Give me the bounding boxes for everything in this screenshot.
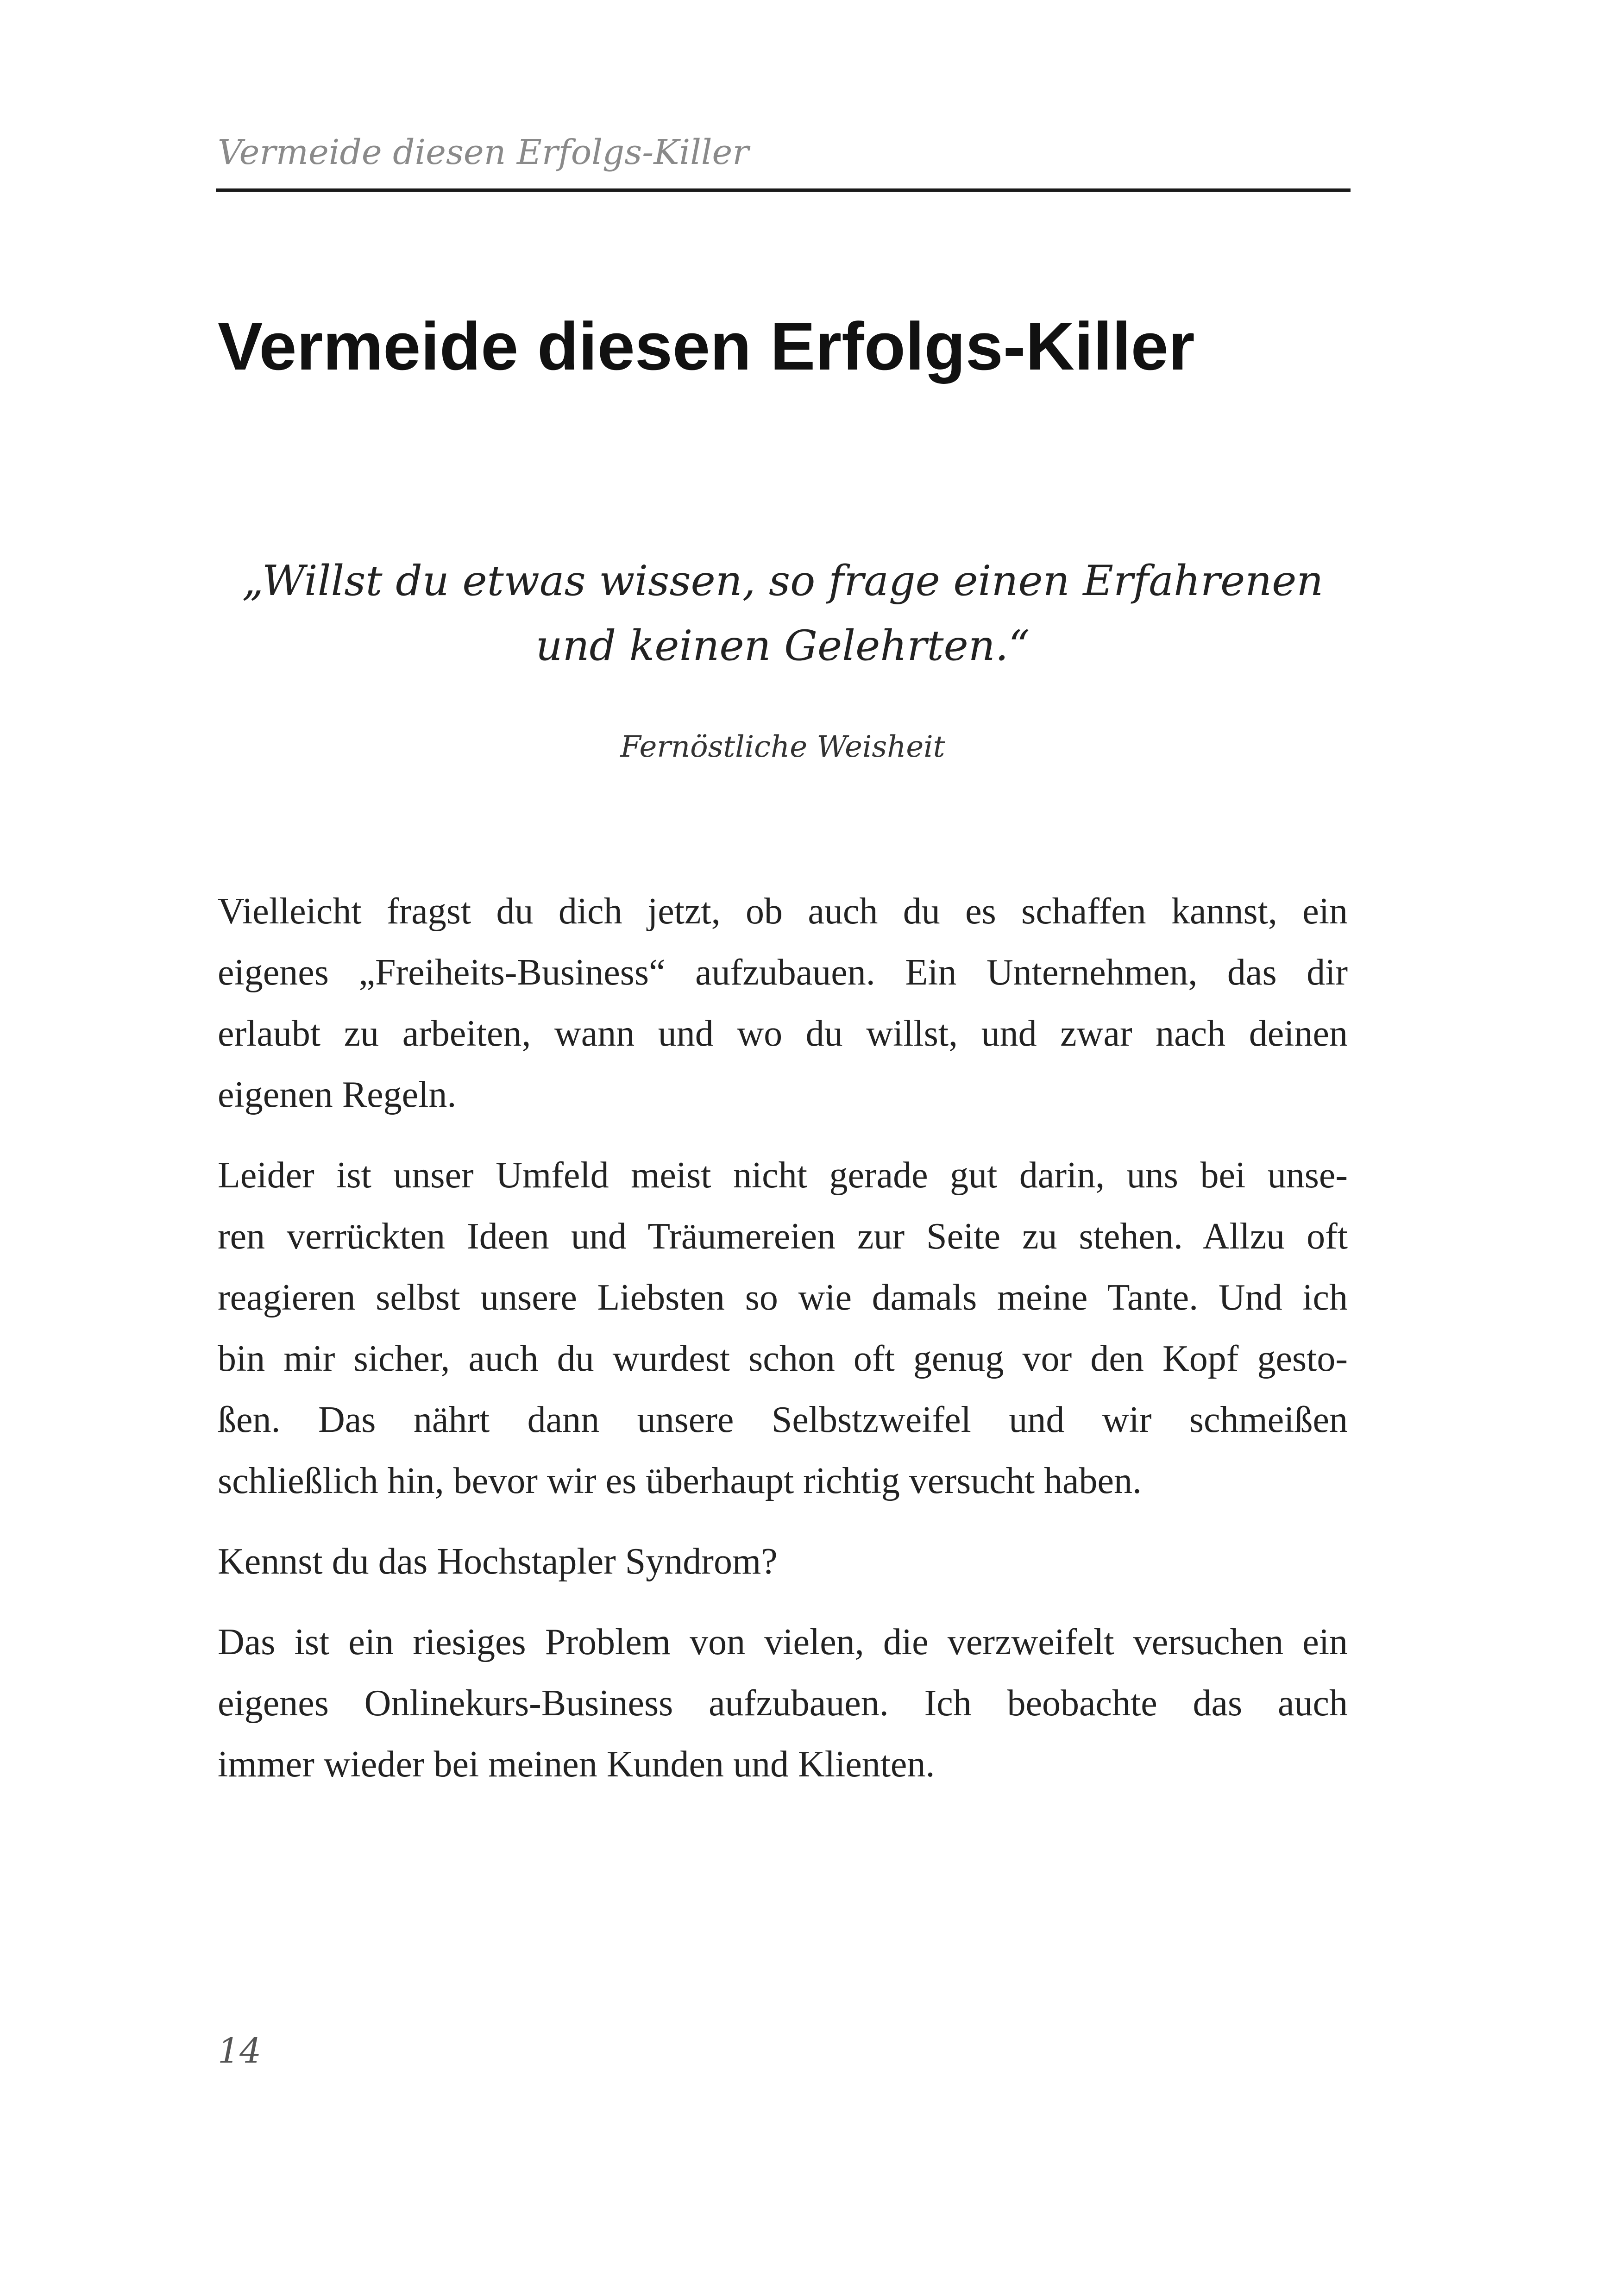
text-line: Vielleicht fragst du dich jetzt, ob auch du es schaffen kannst, ein bbox=[218, 891, 1348, 932]
chapter-title: Vermeide diesen Erfolgs-Killer bbox=[218, 308, 1195, 384]
page-number: 14 bbox=[218, 2031, 262, 2071]
text-line: Kennst du das Hochstapler Syndrom? bbox=[218, 1541, 778, 1582]
epigraph-source: Fernöstliche Weisheit bbox=[620, 730, 945, 764]
text-line: ren verrückten Ideen und Träumereien zur Seite zu stehen. Allzu oft bbox=[218, 1216, 1348, 1257]
epigraph-line: „Willst du etwas wissen, so frage einen Erfahrenen bbox=[242, 557, 1324, 605]
running-header: Vermeide diesen Erfolgs-Killer bbox=[218, 132, 749, 172]
text-line: eigenes Onlinekurs-Business aufzubauen. Ich beobachte das auch bbox=[218, 1683, 1348, 1724]
paragraph bbox=[218, 881, 1348, 1125]
epigraph-line: und keinen Gelehrten.“ bbox=[535, 621, 1030, 670]
text-line: Leider ist unser Umfeld meist nicht gerade gut darin, uns bei unse- bbox=[218, 1155, 1348, 1196]
paragraph bbox=[218, 1531, 1348, 1592]
text-line: Das ist ein riesiges Problem von vielen, die verzweifelt versuchen ein bbox=[218, 1622, 1348, 1662]
text-line: immer wieder bei meinen Kunden und Klienten. bbox=[218, 1744, 935, 1785]
text-line: reagieren selbst unsere Liebsten so wie damals meine Tante. Und ich bbox=[218, 1277, 1348, 1318]
paragraph bbox=[218, 1145, 1348, 1512]
text-line: eigenen Regeln. bbox=[218, 1074, 457, 1115]
paragraph bbox=[218, 1612, 1348, 1795]
text-line: ßen. Das nährt dann unsere Selbstzweifel und wir schmeißen bbox=[218, 1399, 1348, 1440]
text-line: schließlich hin, bevor wir es überhaupt richtig versucht haben. bbox=[218, 1461, 1142, 1501]
body-text bbox=[218, 881, 1348, 1814]
header-rule bbox=[216, 188, 1351, 192]
text-line: bin mir sicher, auch du wurdest schon oft genug vor den Kopf gesto- bbox=[218, 1338, 1348, 1379]
text-line: eigenes „Freiheits-Business“ aufzubauen. Ein Unternehmen, das dir bbox=[218, 952, 1348, 993]
epigraph-quote bbox=[218, 549, 1348, 678]
text-line: erlaubt zu arbeiten, wann und wo du willst, und zwar nach deinen bbox=[218, 1013, 1348, 1054]
